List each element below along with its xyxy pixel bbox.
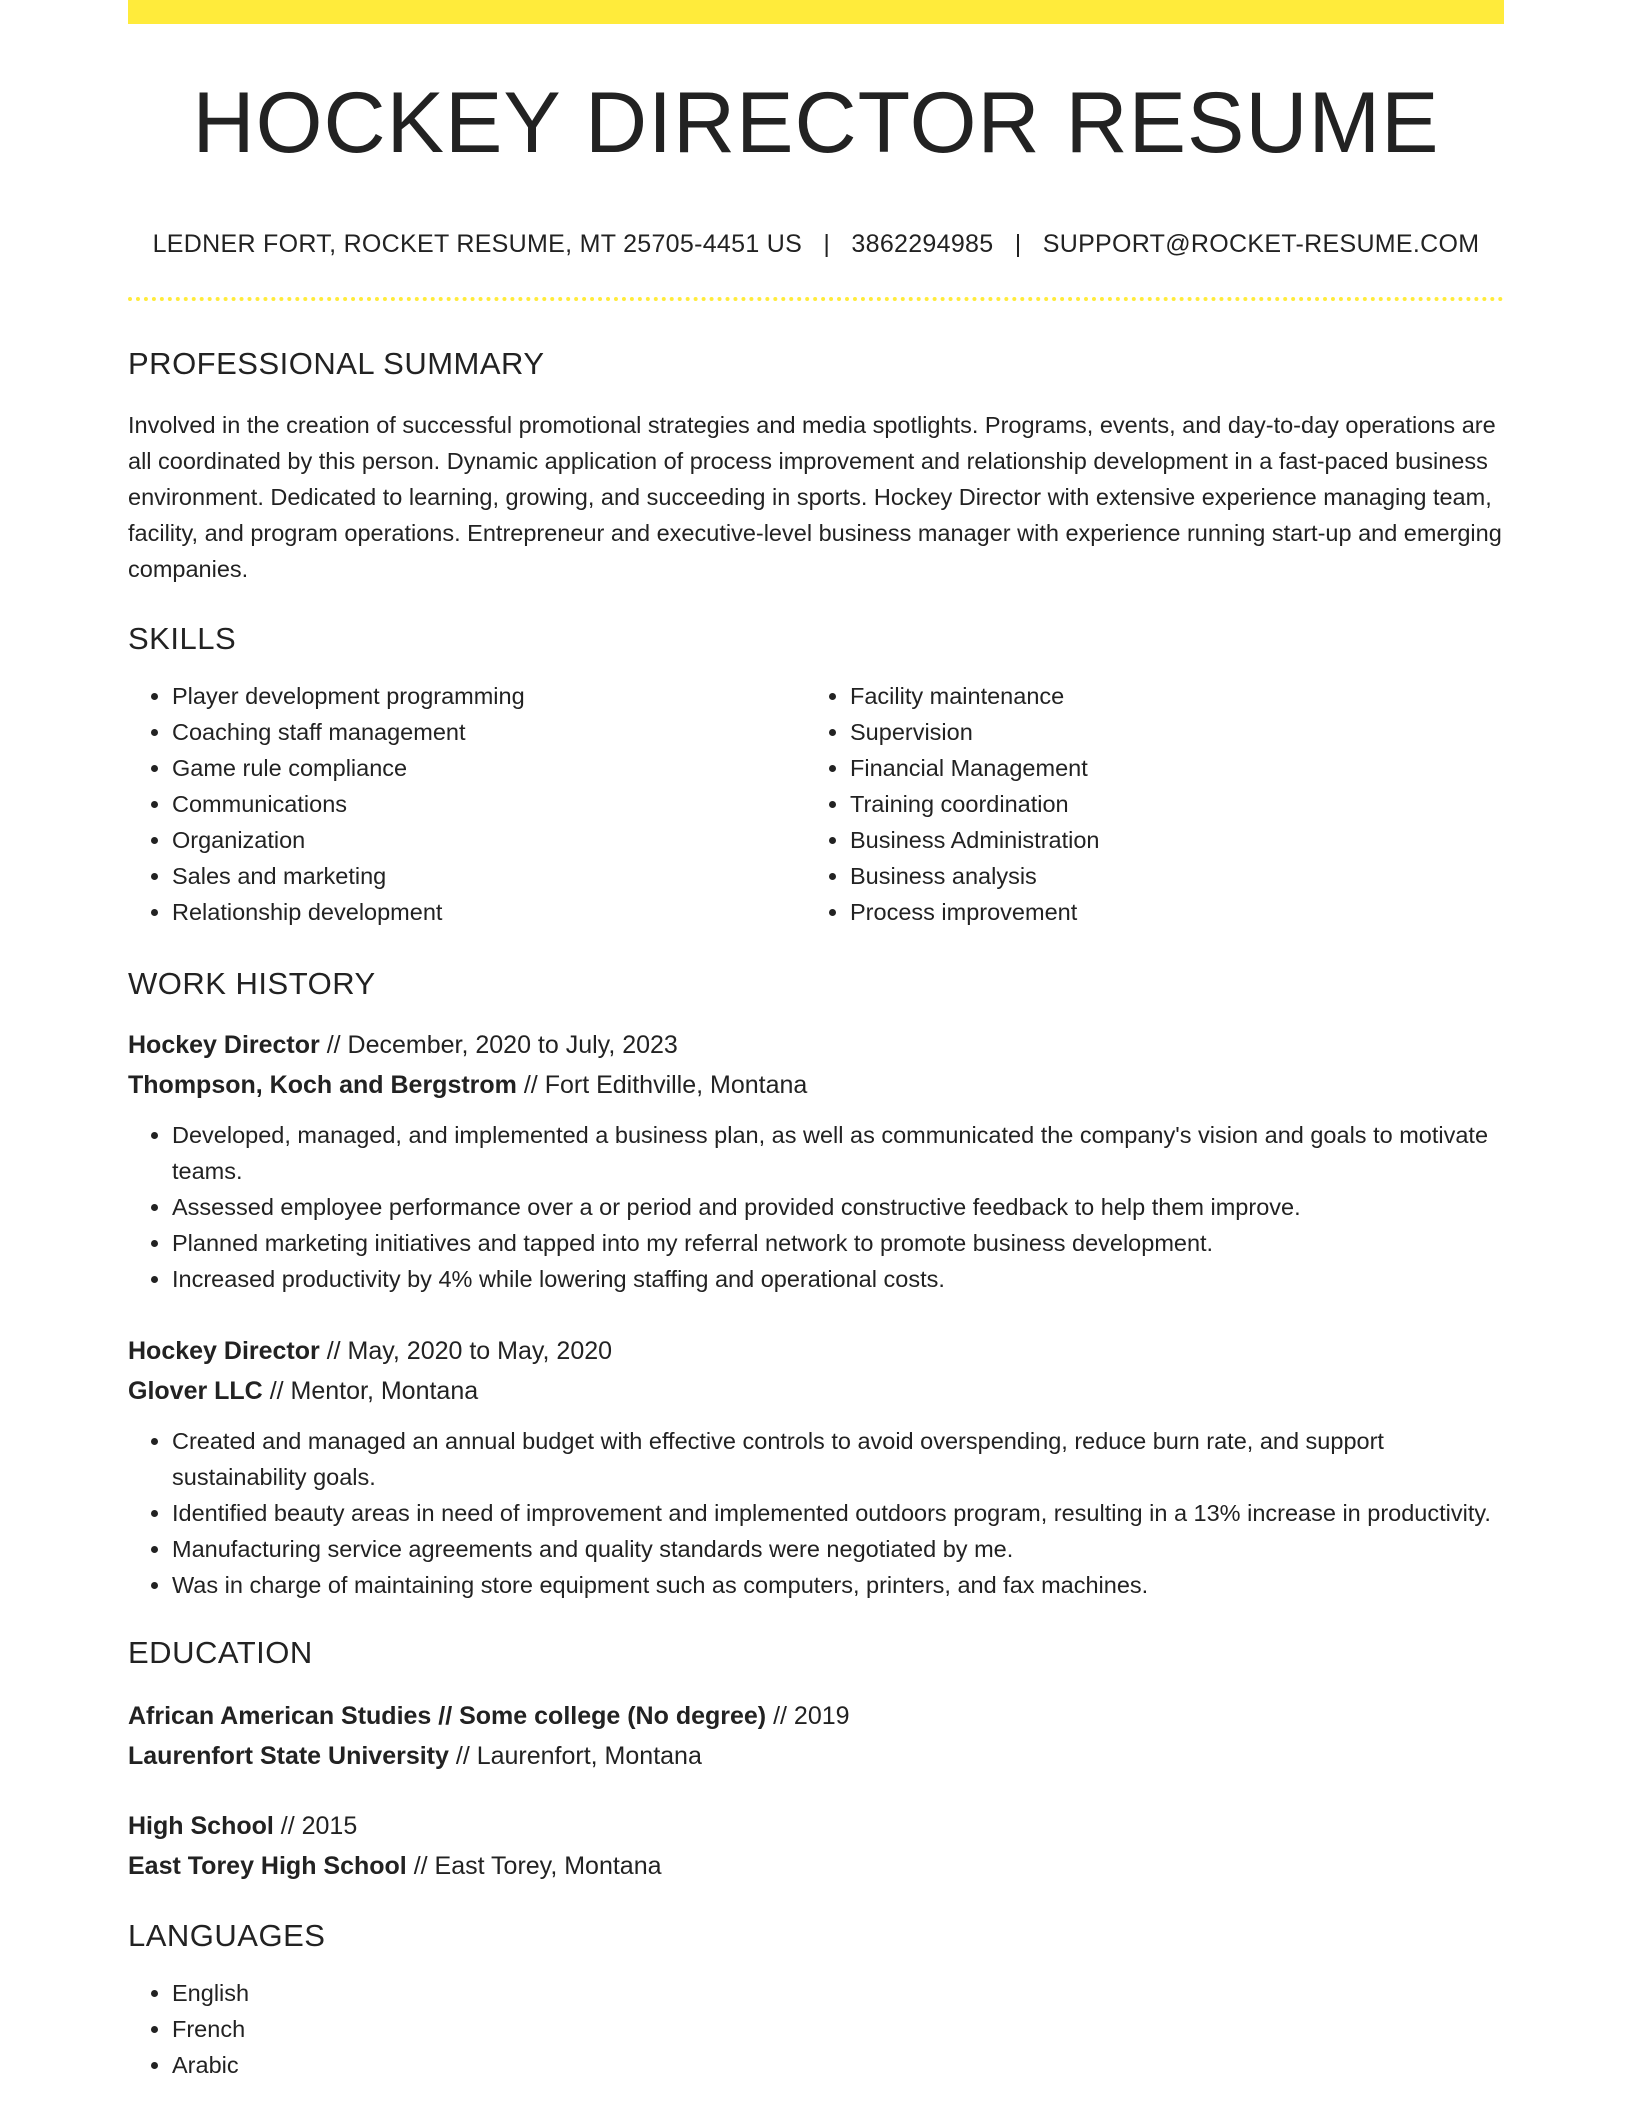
job-location: // Fort Edithville, Montana <box>516 1071 808 1099</box>
job-bullet: • Planned marketing initiatives and tapped into my referral network to promote business development. <box>172 1225 1504 1261</box>
education-location: // East Torey, Montana <box>406 1852 662 1880</box>
job-role-line <box>128 1331 1504 1371</box>
skills-list <box>128 678 1504 930</box>
job-role: Hockey Director <box>128 1337 320 1365</box>
work-history-heading: WORK HISTORY <box>128 966 376 1001</box>
language-item: • Arabic <box>172 2047 1504 2083</box>
job-company: Thompson, Koch and Bergstrom <box>128 1071 517 1099</box>
skill-item: • Game rule compliance <box>172 750 806 786</box>
job-company-line <box>128 1371 1504 1411</box>
job-entry <box>128 1331 1504 1603</box>
education-year: // 2015 <box>273 1812 358 1840</box>
dotted-divider <box>128 297 1504 301</box>
languages-heading: LANGUAGES <box>128 1918 326 1953</box>
skill-item: • Supervision <box>850 714 1484 750</box>
job-dates: // May, 2020 to May, 2020 <box>319 1337 613 1365</box>
phone: 3862294985 <box>851 230 994 258</box>
education-degree-line <box>128 1696 1504 1736</box>
skill-item: • Training coordination <box>850 786 1484 822</box>
job-company: Glover LLC <box>128 1377 263 1405</box>
job-bullet: • Manufacturing service agreements and quality standards were negotiated by me. <box>172 1531 1504 1567</box>
languages-list <box>128 1975 1504 2083</box>
email: SUPPORT@ROCKET-RESUME.COM <box>1042 230 1480 258</box>
contact-separator: | <box>1014 230 1022 258</box>
job-role: Hockey Director <box>128 1031 320 1059</box>
contact-line <box>128 232 1504 257</box>
resume-page <box>128 0 1504 2083</box>
skill-item: • Process improvement <box>850 894 1484 930</box>
language-item: • English <box>172 1975 1504 2011</box>
job-bullet: • Identified beauty areas in need of improvement and implemented outdoors program, resulting in a 13% increase in productivity. <box>172 1495 1504 1531</box>
job-role-line <box>128 1025 1504 1065</box>
skill-item: • Sales and marketing <box>172 858 806 894</box>
skill-item: • Organization <box>172 822 806 858</box>
summary-heading: PROFESSIONAL SUMMARY <box>128 346 545 381</box>
education-heading: EDUCATION <box>128 1635 313 1670</box>
skills-heading: SKILLS <box>128 621 237 656</box>
skill-item: • Coaching staff management <box>172 714 806 750</box>
education-entry <box>128 1806 1504 1886</box>
top-accent-bar <box>128 0 1504 24</box>
job-bullet: • Was in charge of maintaining store equipment such as computers, printers, and fax machines. <box>172 1567 1504 1603</box>
job-location: // Mentor, Montana <box>262 1377 479 1405</box>
job-entry <box>128 1025 1504 1297</box>
job-dates: // December, 2020 to July, 2023 <box>319 1031 678 1059</box>
education-degree: High School <box>128 1812 274 1840</box>
summary-text: Involved in the creation of successful promotional strategies and media spotlights. Programs, events, and day-to-day operations are all coordinated by this person. Dynamic application of process improvement and relationship development in a fast-paced business environment. Dedicated to learning, growing, and succeeding in sports. Hockey Director with extensive experience managing team, facility, and program operations. Entrepreneur and executive-level business manager with experience running start-up and emerging companies. <box>128 412 1502 582</box>
education-degree-line <box>128 1806 1504 1846</box>
education-school-line <box>128 1846 1504 1886</box>
education-school-line <box>128 1736 1504 1776</box>
job-bullet: • Created and managed an annual budget with effective controls to avoid overspending, reduce burn rate, and support sustainability goals. <box>172 1423 1504 1495</box>
skill-item: • Business Administration <box>850 822 1484 858</box>
skill-item: • Facility maintenance <box>850 678 1484 714</box>
job-bullet: • Assessed employee performance over a or period and provided constructive feedback to help them improve. <box>172 1189 1504 1225</box>
skill-item: • Player development programming <box>172 678 806 714</box>
skill-item: • Business analysis <box>850 858 1484 894</box>
skills-column-right <box>806 678 1484 930</box>
resume-title: HOCKEY DIRECTOR RESUME <box>192 75 1440 171</box>
address: LEDNER FORT, ROCKET RESUME, MT 25705-4451 US <box>152 230 803 258</box>
job-bullet: • Developed, managed, and implemented a business plan, as well as communicated the company's vision and goals to motivate teams. <box>172 1117 1504 1189</box>
skill-item: • Financial Management <box>850 750 1484 786</box>
job-bullets <box>128 1117 1504 1297</box>
education-school: Laurenfort State University <box>128 1742 449 1770</box>
skill-item: • Relationship development <box>172 894 806 930</box>
skill-item: • Communications <box>172 786 806 822</box>
job-company-line <box>128 1065 1504 1105</box>
contact-separator: | <box>823 230 831 258</box>
job-bullet: • Increased productivity by 4% while lowering staffing and operational costs. <box>172 1261 1504 1297</box>
education-degree: African American Studies // Some college (No degree) <box>128 1702 767 1730</box>
education-location: // Laurenfort, Montana <box>448 1742 702 1770</box>
skills-column-left <box>128 678 806 930</box>
education-year: // 2019 <box>766 1702 850 1730</box>
education-school: East Torey High School <box>128 1852 407 1880</box>
language-item: • French <box>172 2011 1504 2047</box>
education-entry <box>128 1696 1504 1776</box>
job-bullets <box>128 1423 1504 1603</box>
